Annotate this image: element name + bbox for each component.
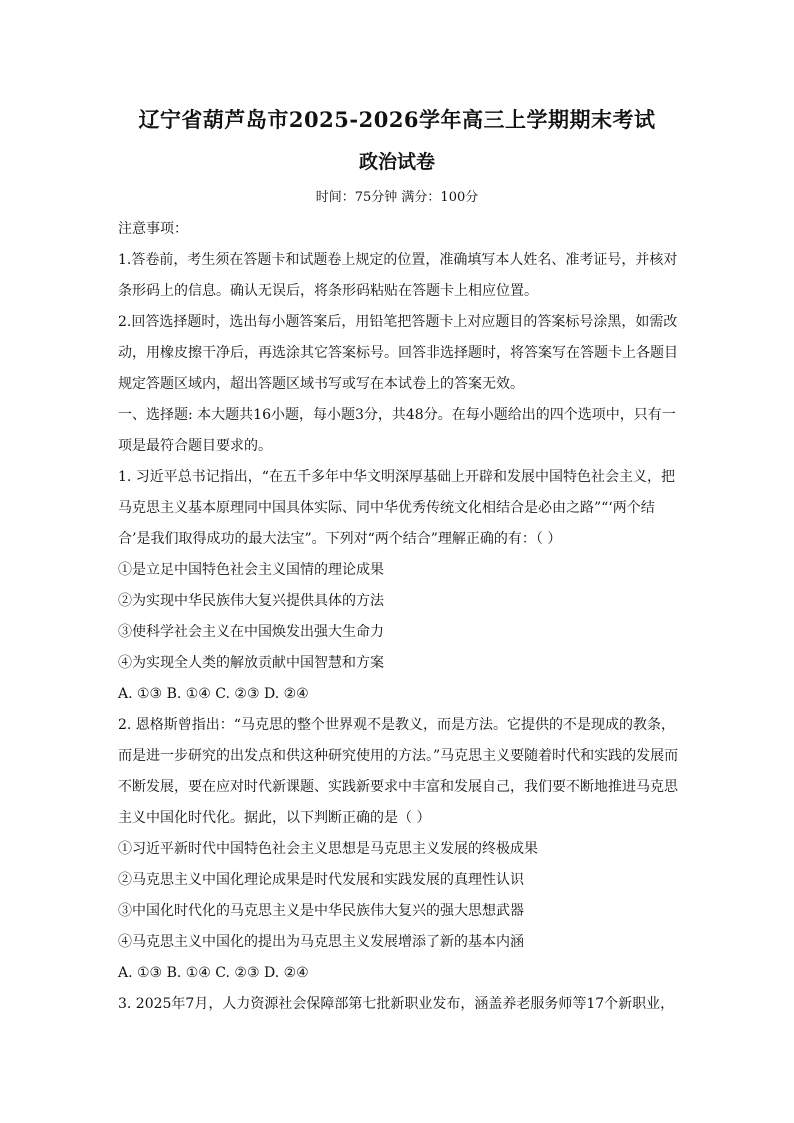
- section-heading: 一、选择题: 本大题共16小题，每小题3分，共48分。在每小题给出的四个选项中，只有一项是最符合题目要求的。: [118, 407, 676, 454]
- question-stem: 1. 习近平总书记指出，“在五千多年中华文明深厚基础上开辟和发展中国特色社会主义，把马克思主义基本原理同中国具体实际、同中华优秀传统文化相结合是必由之路”“‘两个结合’是我们取得成功的最大法宝”。下列对“两个结合”理解正确的有：（ ）: [118, 469, 675, 547]
- notice-item-2: 2.回答选择题时，选出每小题答案后，用铅笔把答题卡上对应题目的答案标号涂黑，如需改动，用橡皮擦干净后，再选涂其它答案标号。回答非选择题时，将答案写在答题卡上各题目规定答题区域内，超出答题区域书写或写在本试卷上的答案无效。: [118, 314, 678, 392]
- statement-item: ②为实现中华民族伟大复兴提供具体的方法: [118, 593, 384, 609]
- exam-time-score: 时间：75分钟 满分：100分: [315, 190, 479, 205]
- notice-item-1: 1.答卷前，考生须在答题卡和试题卷上规定的位置，准确填写本人姓名、准考证号，并核对条形码上的信息。确认无误后，将条形码粘贴在答题卡上相应位置。: [118, 252, 678, 299]
- question-stem: 2. 恩格斯曾指出：“马克思的整个世界观不是教义，而是方法。它提供的不是现成的教条，而是进一步研究的出发点和供这种研究使用的方法。”马克思主义要随着时代和实践的发展而不断发展，要在应对时代新课题、实践新要求中丰富和发展自己，我们要不断地推进马克思主义中国化时代化。据此，以下判断正确的是（ ）: [118, 717, 679, 826]
- question-2: [118, 710, 683, 989]
- question-1: [118, 462, 683, 710]
- answer-options: A. ①③ B. ①④ C. ②③ D. ②④: [118, 686, 309, 702]
- question-3-stem: 3. 2025年7月，人力资源社会保障部第七批新职业发布，涵盖养老服务师等17个新职业，: [118, 996, 675, 1012]
- statement-item: ④为实现全人类的解放贡献中国智慧和方案: [118, 655, 384, 671]
- statement-item: ④马克思主义中国化的提出为马克思主义发展增添了新的基本内涵: [118, 934, 524, 950]
- answer-options: A. ①③ B. ①④ C. ②③ D. ②④: [118, 965, 309, 981]
- statement-item: ③使科学社会主义在中国焕发出强大生命力: [118, 624, 384, 640]
- statement-item: ③中国化时代化的马克思主义是中华民族伟大复兴的强大思想武器: [118, 903, 524, 919]
- statement-item: ②马克思主义中国化理论成果是时代发展和实践发展的真理性认识: [118, 872, 524, 888]
- statement-item: ①是立足中国特色社会主义国情的理论成果: [118, 562, 384, 578]
- exam-content: [118, 214, 683, 1020]
- statement-item: ①习近平新时代中国特色社会主义思想是马克思主义发展的终极成果: [118, 841, 538, 857]
- exam-title: 辽宁省葫芦岛市2025-2026学年高三上学期期末考试: [138, 107, 656, 132]
- exam-subtitle: 政治试卷: [358, 151, 435, 173]
- notice-heading: 注意事项：: [118, 221, 188, 237]
